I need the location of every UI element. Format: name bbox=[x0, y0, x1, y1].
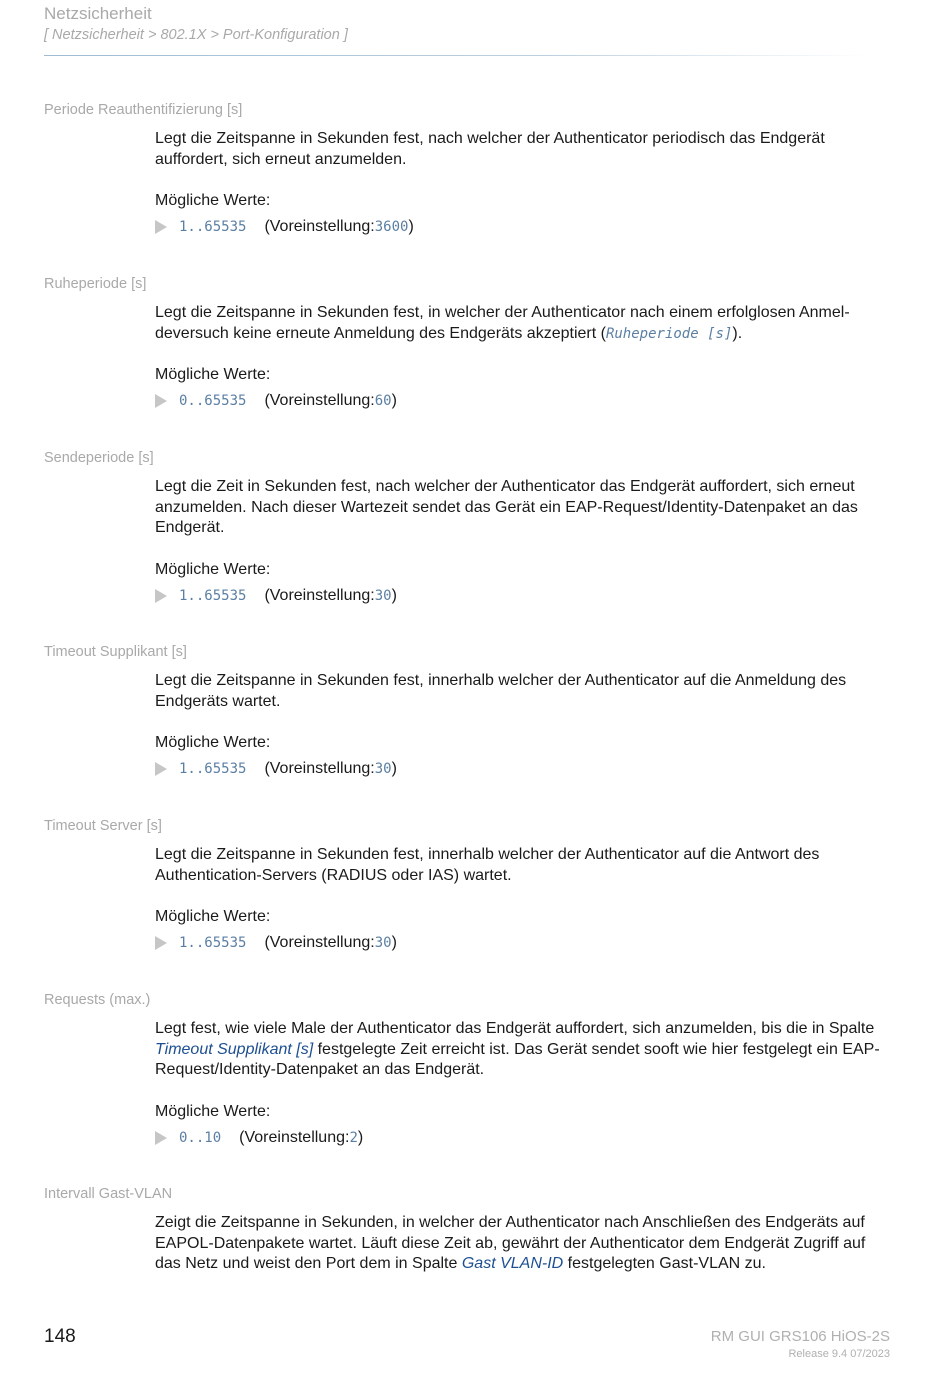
section-title: Timeout Supplikant [s] bbox=[44, 644, 187, 660]
value-range: 1..65535 bbox=[179, 587, 247, 604]
default-prefix: (Voreinstellung: bbox=[264, 760, 375, 777]
default-prefix: (Voreinstellung: bbox=[264, 392, 375, 409]
bullet-triangle-icon bbox=[155, 1131, 167, 1145]
section-title: Sendeperiode [s] bbox=[44, 450, 154, 466]
value-range: 1..65535 bbox=[179, 761, 247, 777]
possible-values-label: Mögliche Werte: bbox=[155, 908, 271, 925]
footer-info bbox=[711, 1328, 890, 1362]
default-value: 60 bbox=[374, 393, 392, 409]
section-title: Intervall Gast-VLAN bbox=[44, 1186, 173, 1202]
default-suffix: ) bbox=[408, 218, 414, 235]
section-description: Legt die Zeitspanne in Sekunden fest, in welcher der Authenticator nach einem erfolglosen Anmeldeversuch keine erneute Anmeldung des Endgeräts akzeptiert (Ruheperiode [s]). bbox=[155, 304, 850, 342]
bullet-triangle-icon bbox=[155, 394, 167, 408]
field-reference: Ruheperiode [s] bbox=[605, 325, 733, 342]
default-prefix: (Voreinstellung: bbox=[264, 934, 375, 951]
bullet-triangle-icon bbox=[155, 762, 167, 776]
value-range-item bbox=[155, 586, 894, 606]
section-description: Legt die Zeit in Sekunden fest, nach welcher der Authenticator das Endgerät auffordert, sich erneut anzumelden. Nach dieser Wartezeit sendet das Gerät ein EAP-Request/Identity-Datenpaket an das Endgerät. bbox=[155, 478, 858, 536]
value-range-item bbox=[155, 391, 894, 411]
section-sendeperiode bbox=[44, 449, 894, 606]
value-range: 1..65535 bbox=[179, 935, 247, 951]
value-range-item bbox=[155, 217, 894, 237]
default-value: 2 bbox=[349, 1129, 358, 1146]
release-info: Release 9.4 07/2023 bbox=[788, 1348, 890, 1360]
section-description: Legt die Zeitspanne in Sekunden fest, nach welcher der Authenticator periodisch das Endgerät auffordert, sich erneut anzumelden. bbox=[155, 130, 825, 168]
possible-values-label: Mögliche Werte: bbox=[155, 366, 271, 383]
value-range-item bbox=[155, 1128, 894, 1148]
possible-values-label: Mögliche Werte: bbox=[155, 560, 271, 578]
default-suffix: ) bbox=[391, 586, 397, 604]
default-suffix: ) bbox=[391, 934, 397, 951]
possible-values-label: Mögliche Werte: bbox=[155, 1102, 271, 1120]
value-range-item bbox=[155, 933, 894, 953]
section-description: Legt die Zeitspanne in Sekunden fest, innerhalb welcher der Authenticator auf die Anmeldung des Endgeräts wartet. bbox=[155, 672, 847, 710]
page-header bbox=[44, 4, 874, 46]
default-prefix: (Voreinstellung: bbox=[239, 1128, 350, 1146]
gast-vlan-id-link[interactable]: Gast VLAN-ID bbox=[461, 1255, 564, 1272]
value-range-item bbox=[155, 759, 894, 779]
section-requests-max bbox=[44, 991, 894, 1148]
value-range: 1..65535 bbox=[179, 219, 247, 235]
document-title: RM GUI GRS106 HiOS-2S bbox=[710, 1328, 890, 1345]
default-value: 30 bbox=[374, 587, 392, 604]
possible-values-label: Mögliche Werte: bbox=[155, 734, 271, 751]
section-description: Zeigt die Zeitspanne in Sekunden, in welcher der Authenticator nach Anschließen des Endgeräts auf EAPOL-Datenpakete wartet. Läuft diese Zeit ab, gewährt der Authenticator dem Endgerät Zugriff auf das Netz und weist den Port dem in Spalte Gast VLAN-ID festgelegten Gast-VLAN zu. bbox=[155, 1214, 866, 1272]
section-periode-reauthentifizierung bbox=[44, 101, 894, 237]
section-ruheperiode bbox=[44, 275, 894, 411]
chapter-title: Netzsicherheit bbox=[44, 4, 152, 23]
timeout-supplikant-link[interactable]: Timeout Supplikant [s] bbox=[155, 1040, 314, 1058]
section-title: Timeout Server [s] bbox=[44, 818, 162, 834]
section-title: Periode Reauthentifizierung [s] bbox=[44, 102, 243, 118]
section-description: Legt fest, wie viele Male der Authenticator das Endgerät auffordert, sich anzumelden, bis die in Spalte Timeout Supplikant [s] festgelegte Zeit erreicht ist. Das Gerät sendet sooft wie hier festgelegt ein EAP-Request/Identity-Datenpaket an das Endgerät. bbox=[155, 1020, 880, 1078]
section-title: Requests (max.) bbox=[44, 992, 151, 1008]
section-timeout-supplikant bbox=[44, 643, 894, 779]
page-number: 148 bbox=[44, 1326, 76, 1347]
section-title: Ruheperiode [s] bbox=[44, 276, 147, 292]
section-description: Legt die Zeitspanne in Sekunden fest, innerhalb welcher der Authenticator auf die Antwort des Authentication-Servers (RADIUS oder IAS) wartet. bbox=[155, 846, 820, 884]
default-value: 30 bbox=[374, 761, 392, 777]
value-range: 0..65535 bbox=[179, 393, 247, 409]
default-prefix: (Voreinstellung: bbox=[264, 586, 375, 604]
section-intervall-gast-vlan bbox=[44, 1185, 894, 1275]
bullet-triangle-icon bbox=[155, 936, 167, 950]
section-timeout-server bbox=[44, 817, 894, 953]
default-suffix: ) bbox=[391, 760, 397, 777]
default-value: 30 bbox=[374, 935, 392, 951]
default-suffix: ) bbox=[391, 392, 397, 409]
bullet-triangle-icon bbox=[155, 589, 167, 603]
breadcrumb: [ Netzsicherheit > 802.1X > Port-Konfiguration ] bbox=[44, 27, 348, 43]
default-prefix: (Voreinstellung: bbox=[264, 218, 375, 235]
header-divider bbox=[44, 55, 874, 56]
possible-values-label: Mögliche Werte: bbox=[155, 192, 271, 209]
default-value: 3600 bbox=[374, 219, 409, 235]
bullet-triangle-icon bbox=[155, 220, 167, 234]
value-range: 0..10 bbox=[179, 1129, 222, 1146]
default-suffix: ) bbox=[357, 1128, 364, 1146]
